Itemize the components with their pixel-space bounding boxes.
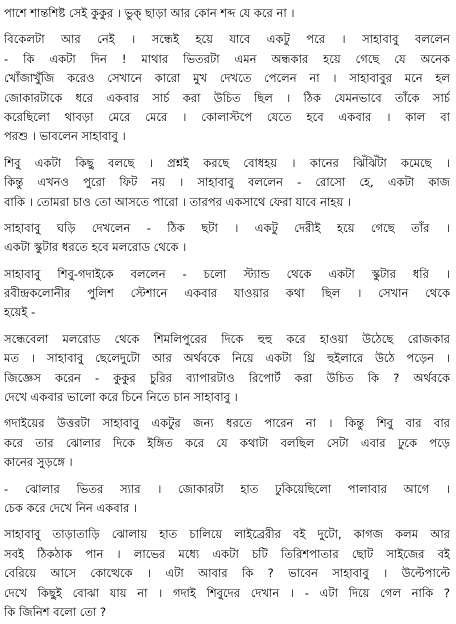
paragraph <box>4 480 450 519</box>
text-line: - ঝোলার ভিতর স্যার । জোকারটা হাত ঢুকিয়েছিলো পালাবার আগে । <box>4 481 450 496</box>
text-line: বেরিয়ে আসে কোত্থেকে । এটা আবার কি ? ভাবেন সাহাবাবু । উল্টেপাল্টে <box>4 566 450 581</box>
paragraph-gap <box>4 258 450 265</box>
text-line: একটা স্কুটার ধরতে হবে মলরোড থেকে । <box>4 240 187 255</box>
paragraph-gap <box>4 518 450 525</box>
text-line: - কি একটা দিন ! মাথার ভিতরটা এমন অন্ধকার হয়ে গেছে যে অনেক <box>4 51 450 66</box>
text-line: চেক করে দেখে নিন একবার । <box>4 500 138 515</box>
text-line: সাহাবাবু তাড়াতাড়ি ঝোলায় হাত চালিয়ে লাইব্রেরীর বই দুটো, কাগজ কলম আর <box>4 527 450 542</box>
paragraph <box>4 525 450 622</box>
text-line: হয়েই - <box>4 305 36 320</box>
text-line: করে তার ঝোলার দিকে ইঙ্গিত করে যে কথাটা বলছিল সেটা এবার ঢুকে পড়ে <box>4 435 450 450</box>
text-line: সবই ঠিকঠাক পান । লাভের মধ্যে একটা চটি তিরিশপাতার ছোট সাইজের বই <box>4 546 450 561</box>
text-line: শিবু একটা কিছু বলছে । প্রশ্নই করছে বোধহয় । কানের ঝিঁঝিঁটা কমেছে । <box>4 155 450 170</box>
paragraph-gap <box>4 323 450 330</box>
text-line: জোকারটাকে ধরে একবার সার্চ করা উচিত ছিল । ঠিক যেমনভাবে তাঁকে সার্চ <box>4 90 450 105</box>
text-line: পরশু । ভাবলেন সাহাবাবু । <box>4 129 126 144</box>
paragraph <box>4 265 450 323</box>
text-line: কিন্তু এখনও পুরো ফিট নয় । সাহাবাবু বললেন - রোসো হে, একটা কাজ <box>4 175 450 190</box>
paragraph <box>4 30 450 146</box>
paragraph-gap <box>4 407 450 414</box>
text-line: সন্ধেবেলা মলরোড থেকে শিমলিপুরের দিকে হুহু করে হাওয়া উঠেছে রোজকার <box>4 331 450 346</box>
text-line: দেখে একবার ভালো করে চিনে নিতে চান সাহাবাবু । <box>4 390 238 405</box>
paragraph-gap <box>4 473 450 480</box>
paragraph <box>4 330 450 408</box>
text-line: খোঁজাখুঁজি করেও সেখানে কারো মুখ দেখতে পেলেন না । সাহাবাবুর মনে হল <box>4 71 450 86</box>
text-line: বাকি । তোমরা চাও তো আসতে পারো । তারপর একসাথে ফেরা যাবে নাহয় । <box>4 194 351 209</box>
paragraph-gap <box>4 212 450 219</box>
text-line: জিজ্ঞেস করেন - কুকুর চুরির ব্যাপারটাও রিপোর্ট করা উচিত কি ? অর্থবকে <box>4 370 450 385</box>
paragraph-gap <box>4 147 450 154</box>
text-line: মত । সাহাবাবু ছেলেদুটো আর অর্থবকে নিয়ে একটা থ্রি হুইলারে উঠে পড়েন । <box>4 351 450 366</box>
text-line: সাহাবাবু ঘড়ি দেখলেন - ঠিক ছটা । একটু দেরীই হয়ে গেছে তাঁর । <box>4 220 450 235</box>
paragraph <box>4 219 450 258</box>
paragraph <box>4 154 450 212</box>
text-line: গদাইয়ের উত্তরটা সাহাবাবু একটুর জন্য ধরতে পারেন না । কিন্তু শিবু বার বার <box>4 416 450 431</box>
text-line: পাশে শান্তশিষ্ট সেই কুকুর । ভুক্‌ ছাড়া আর কোন শব্দ যে করে না । <box>4 6 295 20</box>
text-line: রবীন্দ্রকলোনীর পুলিশ স্টেশানে একবার যাওয়ার কথা ছিল । সেখান থেকে <box>4 286 450 301</box>
text-line: কি জিনিশ বলো তো ? <box>4 604 107 619</box>
paragraph <box>4 4 450 23</box>
paragraph-gap <box>4 23 450 30</box>
text-line: করেছিলো থাবড়া মেরে মেরে । কোলাস্টপে যেতে হবে একবার । কাল বা <box>4 109 450 124</box>
text-line: বিকেলটা আর নেই । সন্ধেই হয়ে যাবে একটু পরে । সাহাবাবু বললেন <box>4 32 450 47</box>
text-line: দেখে কিছুই বোঝা যায় না । গদাই শিবুদের দেখান । - এটা দিয়ে গেল নাকি ? <box>4 585 450 600</box>
text-line: সাহাবাবু শিবু-গদাইকে বললেন - চলো স্ট্যান্ড থেকে একটা স্কুটার ধরি । <box>4 266 450 281</box>
paragraph <box>4 414 450 472</box>
text-line: কানের সুড়ঙ্গে । <box>4 455 73 470</box>
